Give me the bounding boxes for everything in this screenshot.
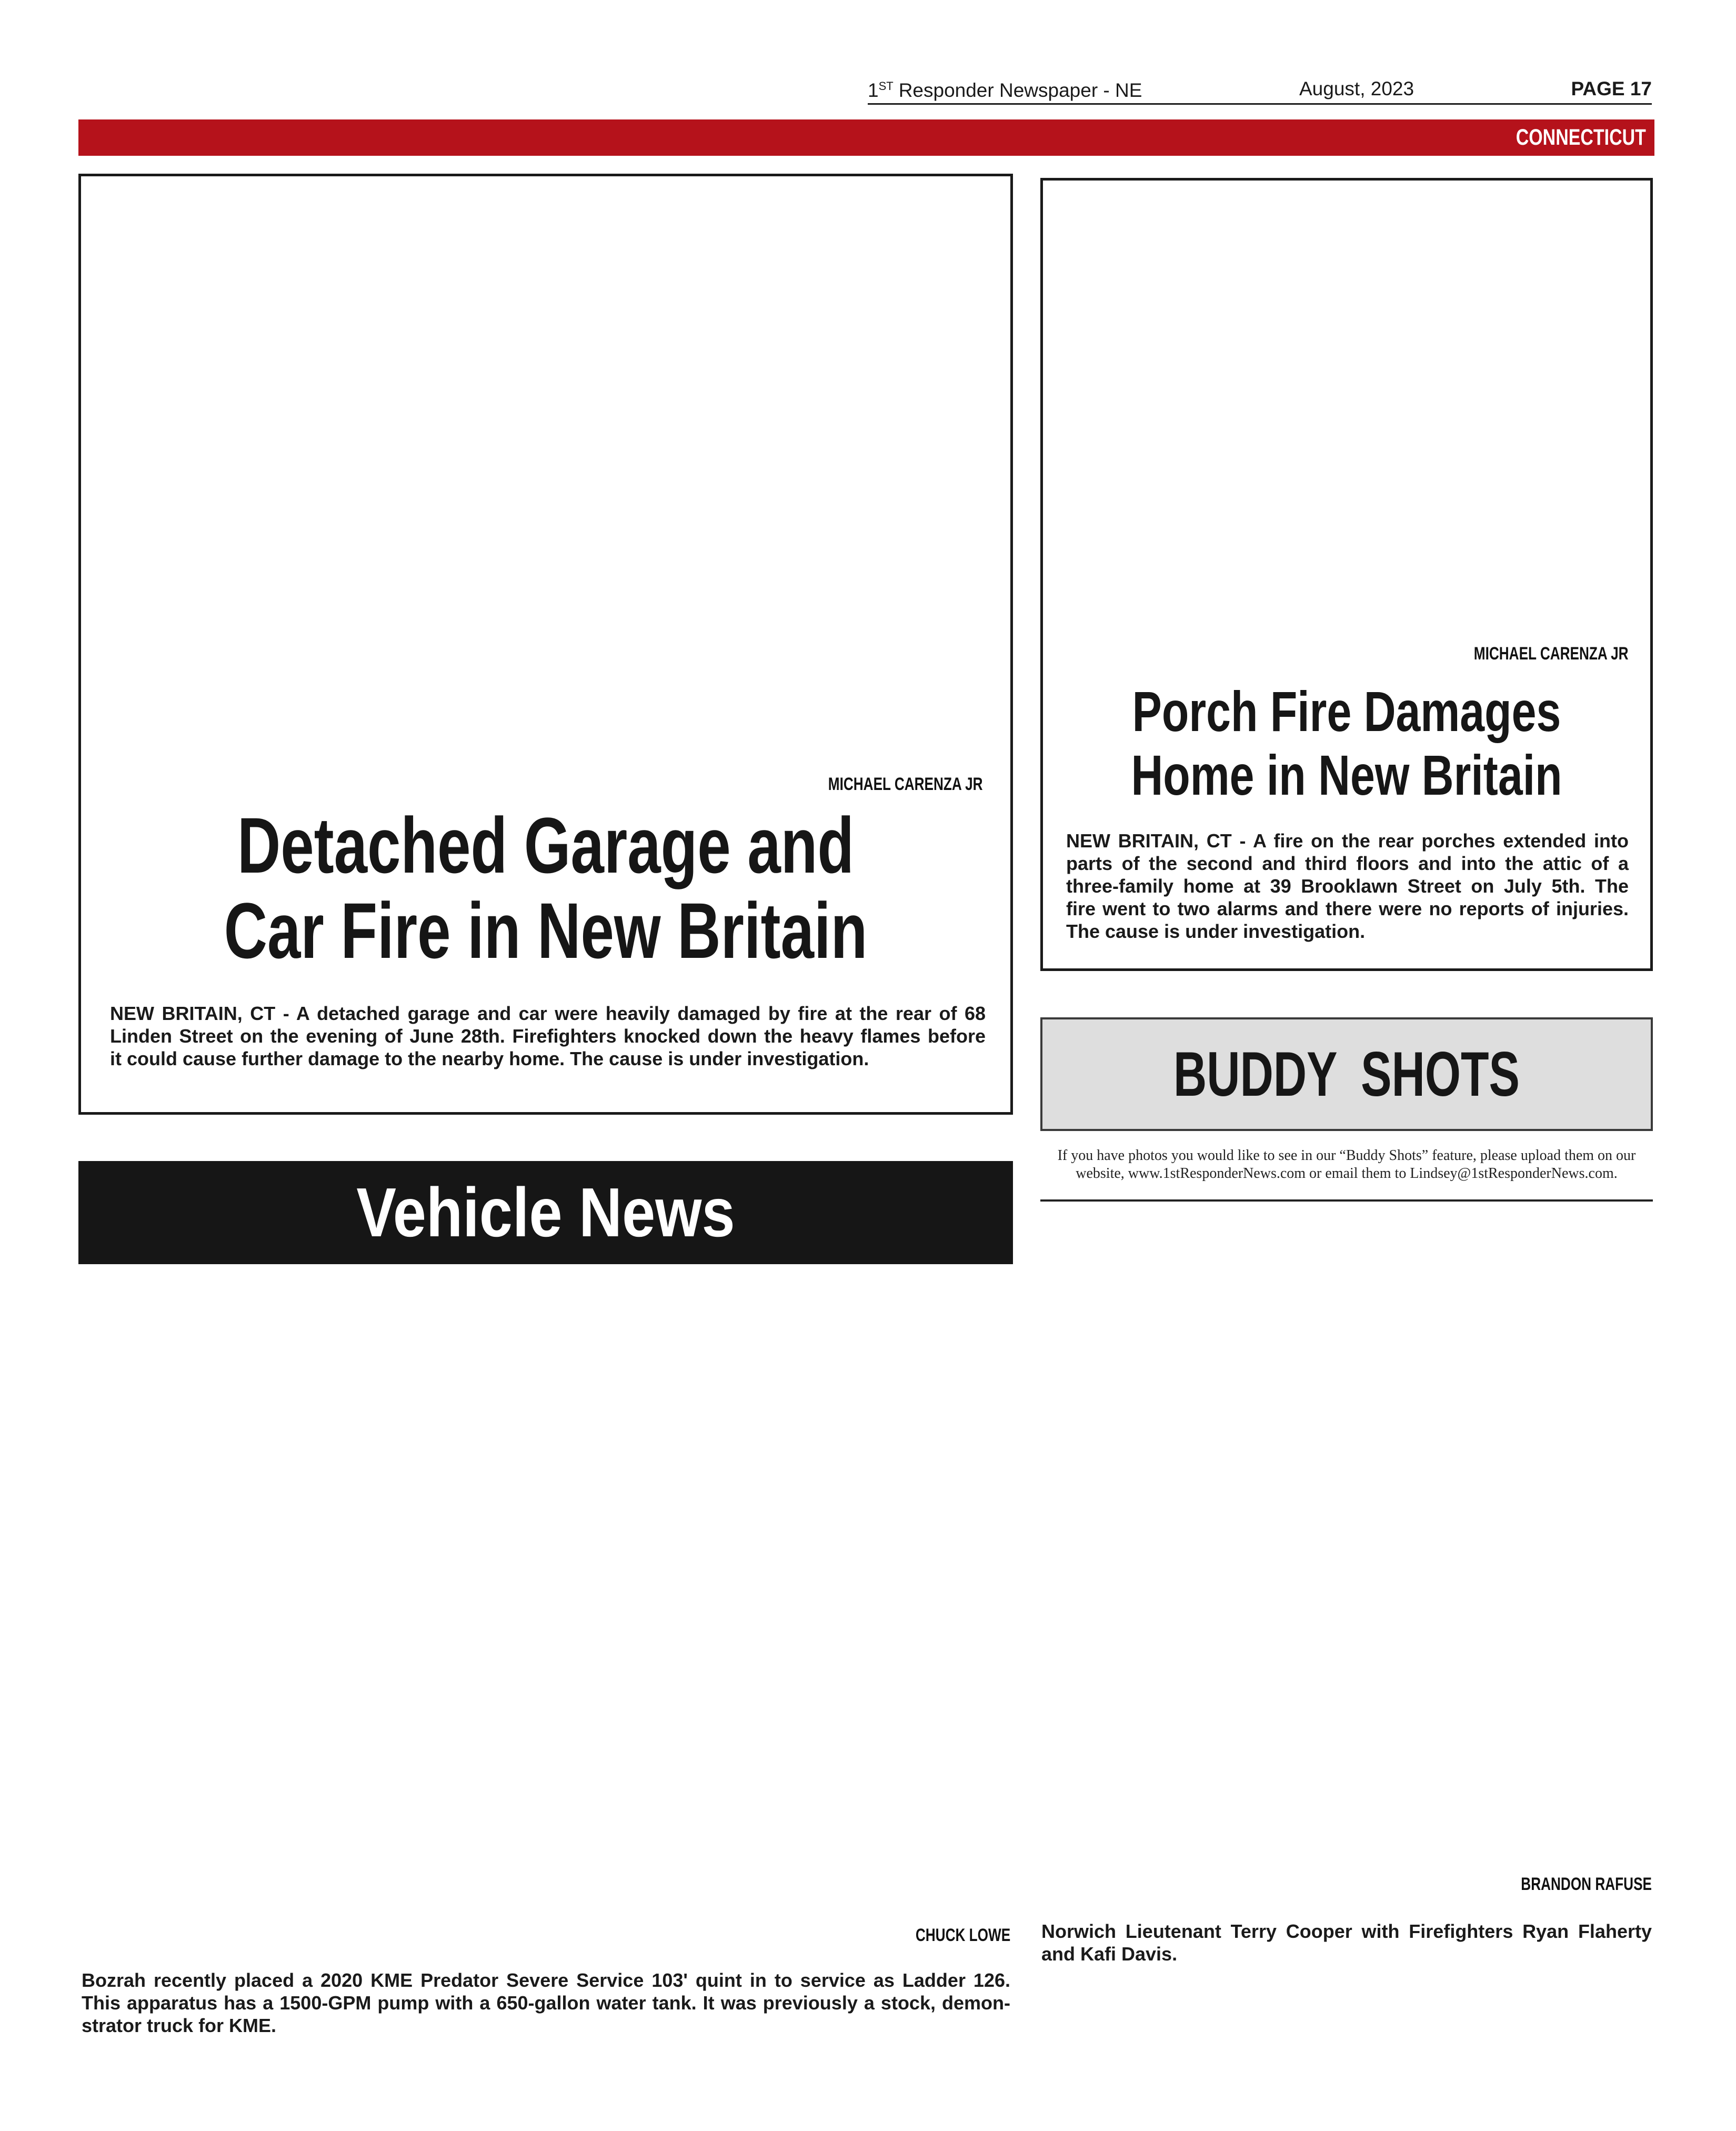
section-bar [78,119,1654,156]
page-number: PAGE 17 [1571,78,1652,99]
caption-line: strator truck for KME. [82,2015,277,2036]
photo-caption [1041,1920,1652,1965]
caption-line: Bozrah recently placed a 2020 KME Predator Severe Service 103' quint in to service as Ladder 126. [82,1969,1010,1991]
buddy-shots-banner [1040,1017,1653,1131]
notice-line: website, www.1stResponderNews.com or email them to Lindsey@1stResponderNews.com. [1076,1165,1618,1182]
buddy-shots-notice [1040,1147,1653,1183]
photo-credit: MICHAEL CARENZA JR [828,774,983,794]
headline-line: Home in New Britain [1131,743,1562,807]
porch-fire-photo [1043,181,1650,638]
body-line: NEW BRITAIN, CT - A fire on the rear porches extended into [1066,830,1629,852]
vehicle-news-title: Vehicle News [356,1174,735,1251]
masthead-name: Responder Newspaper - NE [898,79,1142,101]
photo-credit: MICHAEL CARENZA JR [1474,644,1629,664]
caption-line: This apparatus has a 1500-GPM pump with a 650-gallon water tank. It was previously a stock, demon- [82,1992,1010,2014]
masthead [868,79,1142,105]
body-line: fire went to two alarms and there were no reports of injuries. [1066,898,1629,919]
caption-line: Norwich Lieutenant Terry Cooper with Firefighters Ryan Flaherty [1041,1920,1652,1942]
notice-line: If you have photos you would like to see in our “Buddy Shots” feature, please upload them on our [1057,1147,1636,1164]
body-line: three-family home at 39 Brooklawn Street on July 5th. The [1066,875,1629,897]
photo-credit: BRANDON RAFUSE [1521,1874,1652,1894]
buddy-shots-rule [1040,1199,1653,1202]
photo-caption [82,1969,1010,2037]
masthead-number: 1 [868,79,879,101]
issue-date: August, 2023 [1299,78,1414,99]
body-line: parts of the second and third floors and into the attic of a [1066,853,1629,874]
buddy-shots-photo [1040,1210,1653,1868]
article-body [1066,829,1629,943]
body-line: Linden Street on the evening of June 28th. Firefighters knocked down the heavy flames before [110,1025,986,1047]
body-line: NEW BRITAIN, CT - A detached garage and car were heavily damaged by fire at the rear of 68 [110,1003,986,1024]
article-porch-fire [1040,178,1653,971]
headline-line: Detached Garage and [237,801,855,889]
header-rule [868,103,1652,105]
article-body [110,1002,986,1070]
garage-fire-photo [81,176,1010,766]
article-garage-fire [78,174,1013,1115]
caption-line: and Kafi Davis. [1041,1943,1178,1965]
photo-credit: CHUCK LOWE [915,1925,1010,1945]
article-headline [1110,679,1583,807]
body-line: The cause is under investigation. [1066,921,1366,942]
vehicle-news-banner [78,1161,1013,1264]
headline-line: Car Fire in New Britain [224,886,868,975]
buddy-shots-title: BUDDY SHOTS [1173,1039,1520,1109]
body-line: it could cause further damage to the nearby home. The cause is under investigation. [110,1048,869,1069]
vehicle-news-photo [78,1279,1013,1916]
headline-line: Porch Fire Damages [1132,679,1561,743]
masthead-superscript: ST [878,79,894,93]
section-label: CONNECTICUT [1516,125,1646,150]
article-headline [193,803,899,973]
